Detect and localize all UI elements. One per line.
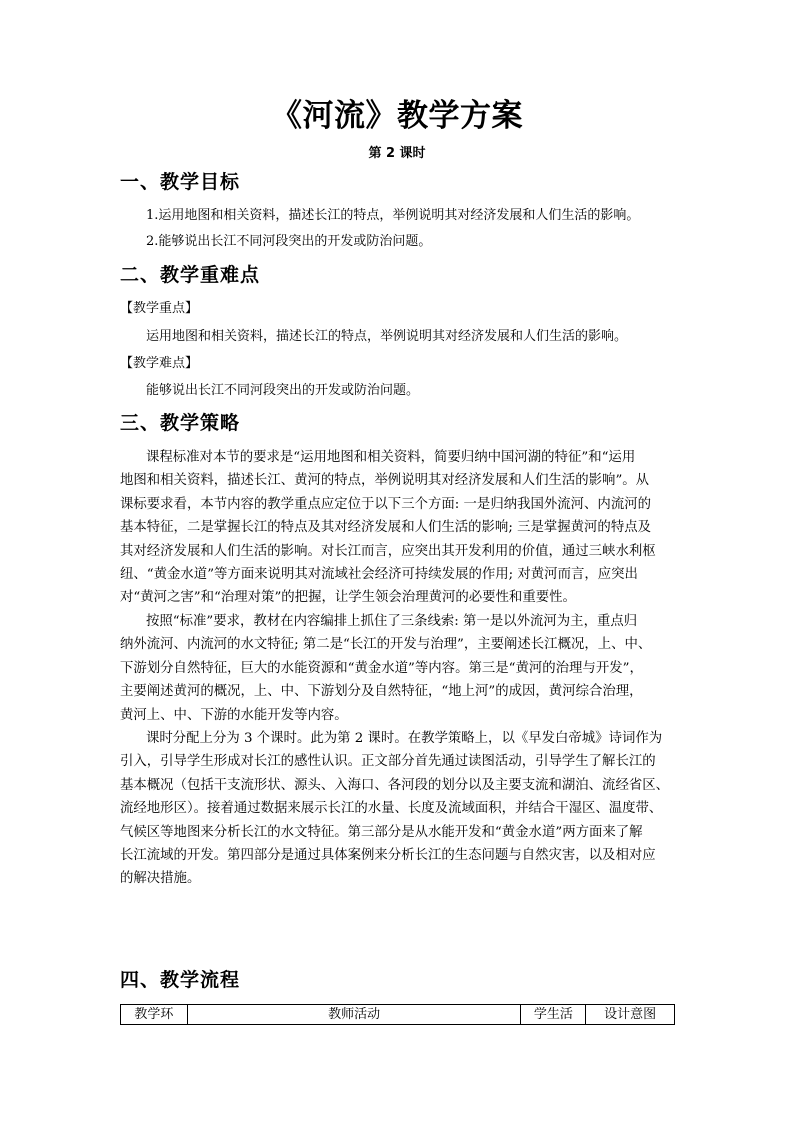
- paragraph-line: 地图和相关资料，描述长江、黄河的特点，举例说明其对经济发展和人们生活的影响”。从: [120, 473, 650, 489]
- section-heading-key-points: 二、教学重难点: [120, 264, 261, 286]
- paragraph-line: 气候区等地图来分析长江的水文特征。第三部分是从水能开发和“黄金水道”两方面来了解: [120, 824, 643, 840]
- key-point-text: 运用地图和相关资料，描述长江的特点，举例说明其对经济发展和人们生活的影响。: [146, 329, 628, 344]
- paragraph-line: 基本概况（包括干支流形状、源头、入海口、各河段的划分以及主要支流和湖泊、流经省区、: [120, 777, 670, 793]
- paragraph-line: 主要阐述黄河的概况，上、中、下游划分及自然特征，“地上河”的成因，黄河综合治理，: [120, 684, 643, 700]
- strategy-paragraph-2: [120, 610, 680, 727]
- paragraph-line: 的解决措施。: [120, 871, 201, 887]
- strategy-paragraph-1: [120, 446, 680, 610]
- header-cell-stage: 教学环: [121, 1005, 188, 1025]
- paragraph-line: 纽、“黄金水道”等方面来说明其对流域社会经济可持续发展的作用; 对黄河而言，应突出: [120, 566, 638, 582]
- paragraph-line: 长江流域的开发。第四部分是通过具体案例来分析长江的生态问题与自然灾害，以及相对应: [120, 847, 656, 863]
- header-cell-intent: 设计意图: [586, 1005, 675, 1025]
- document-title: 《河流》教学方案: [271, 98, 523, 134]
- paragraph-line: 对“黄河之害”和“治理对策”的把握，让学生领会治理黄河的必要性和重要性。: [120, 590, 576, 606]
- paragraph-line: 基本特征，二是掌握长江的特点及其对经济发展和人们生活的影响; 三是掌握黄河的特点及: [120, 520, 651, 536]
- paragraph-line: 课程标准对本节的要求是“运用地图和相关资料，简要归纳中国河湖的特征”和“运用: [146, 450, 636, 465]
- section-heading-strategy: 三、教学策略: [120, 412, 241, 434]
- difficulty-label: 【教学难点】: [120, 356, 199, 371]
- paragraph-line: 课时分配上分为 3 个课时。此为第 2 课时。在教学策略上，以《早发白帝城》诗词作为: [146, 731, 663, 746]
- section-heading-goals: 一、教学目标: [120, 171, 241, 193]
- header-cell-student: 学生活: [521, 1005, 586, 1025]
- paragraph-line: 黄河上、中、下游的水能开发等内容。: [120, 707, 348, 723]
- paragraph-line: 下游划分自然特征，巨大的水能资源和“黄金水道”等内容。第三是“黄河的治理与开发”，: [120, 660, 643, 676]
- key-point-label: 【教学重点】: [120, 301, 199, 316]
- goal-item-1: 1.运用地图和相关资料，描述长江的特点，举例说明其对经济发展和人们生活的影响。: [146, 208, 640, 223]
- difficulty-text: 能够说出长江不同河段突出的开发或防治问题。: [146, 383, 420, 398]
- table-header-row: [121, 1005, 675, 1025]
- strategy-paragraph-3: [120, 727, 680, 891]
- paragraph-line: 引入，引导学生形成对长江的感性认识。正文部分首先通过读图活动，引导学生了解长江的: [120, 754, 656, 770]
- paragraph-line: 纳外流河、内流河的水文特征; 第二是“长江的开发与治理”，主要阐述长江概况，上、中、: [120, 637, 652, 653]
- section-heading-flow: 四、教学流程: [120, 969, 241, 991]
- paragraph-line: 课标要求看，本节内容的教学重点应定位于以下三个方面: 一是归纳我国外流河、内流河的: [120, 496, 651, 512]
- goal-item-2: 2.能够说出长江不同河段突出的开发或防治问题。: [146, 234, 432, 249]
- lesson-subtitle: 第 2 课时: [368, 146, 426, 161]
- paragraph-line: 其对经济发展和人们生活的影响。对长江而言，应突出其开发利用的价值，通过三峡水利枢: [120, 543, 656, 559]
- paragraph-line: 流经地形区）。接着通过数据来展示长江的水量、长度及流域面积，并结合干湿区、温度带、: [120, 801, 663, 817]
- teaching-flow-table: [120, 1004, 675, 1025]
- paragraph-line: 按照“标准”要求，教材在内容编排上抓住了三条线索: 第一是以外流河为主，重点归: [146, 614, 638, 629]
- header-cell-teacher: 教师活动: [187, 1005, 521, 1025]
